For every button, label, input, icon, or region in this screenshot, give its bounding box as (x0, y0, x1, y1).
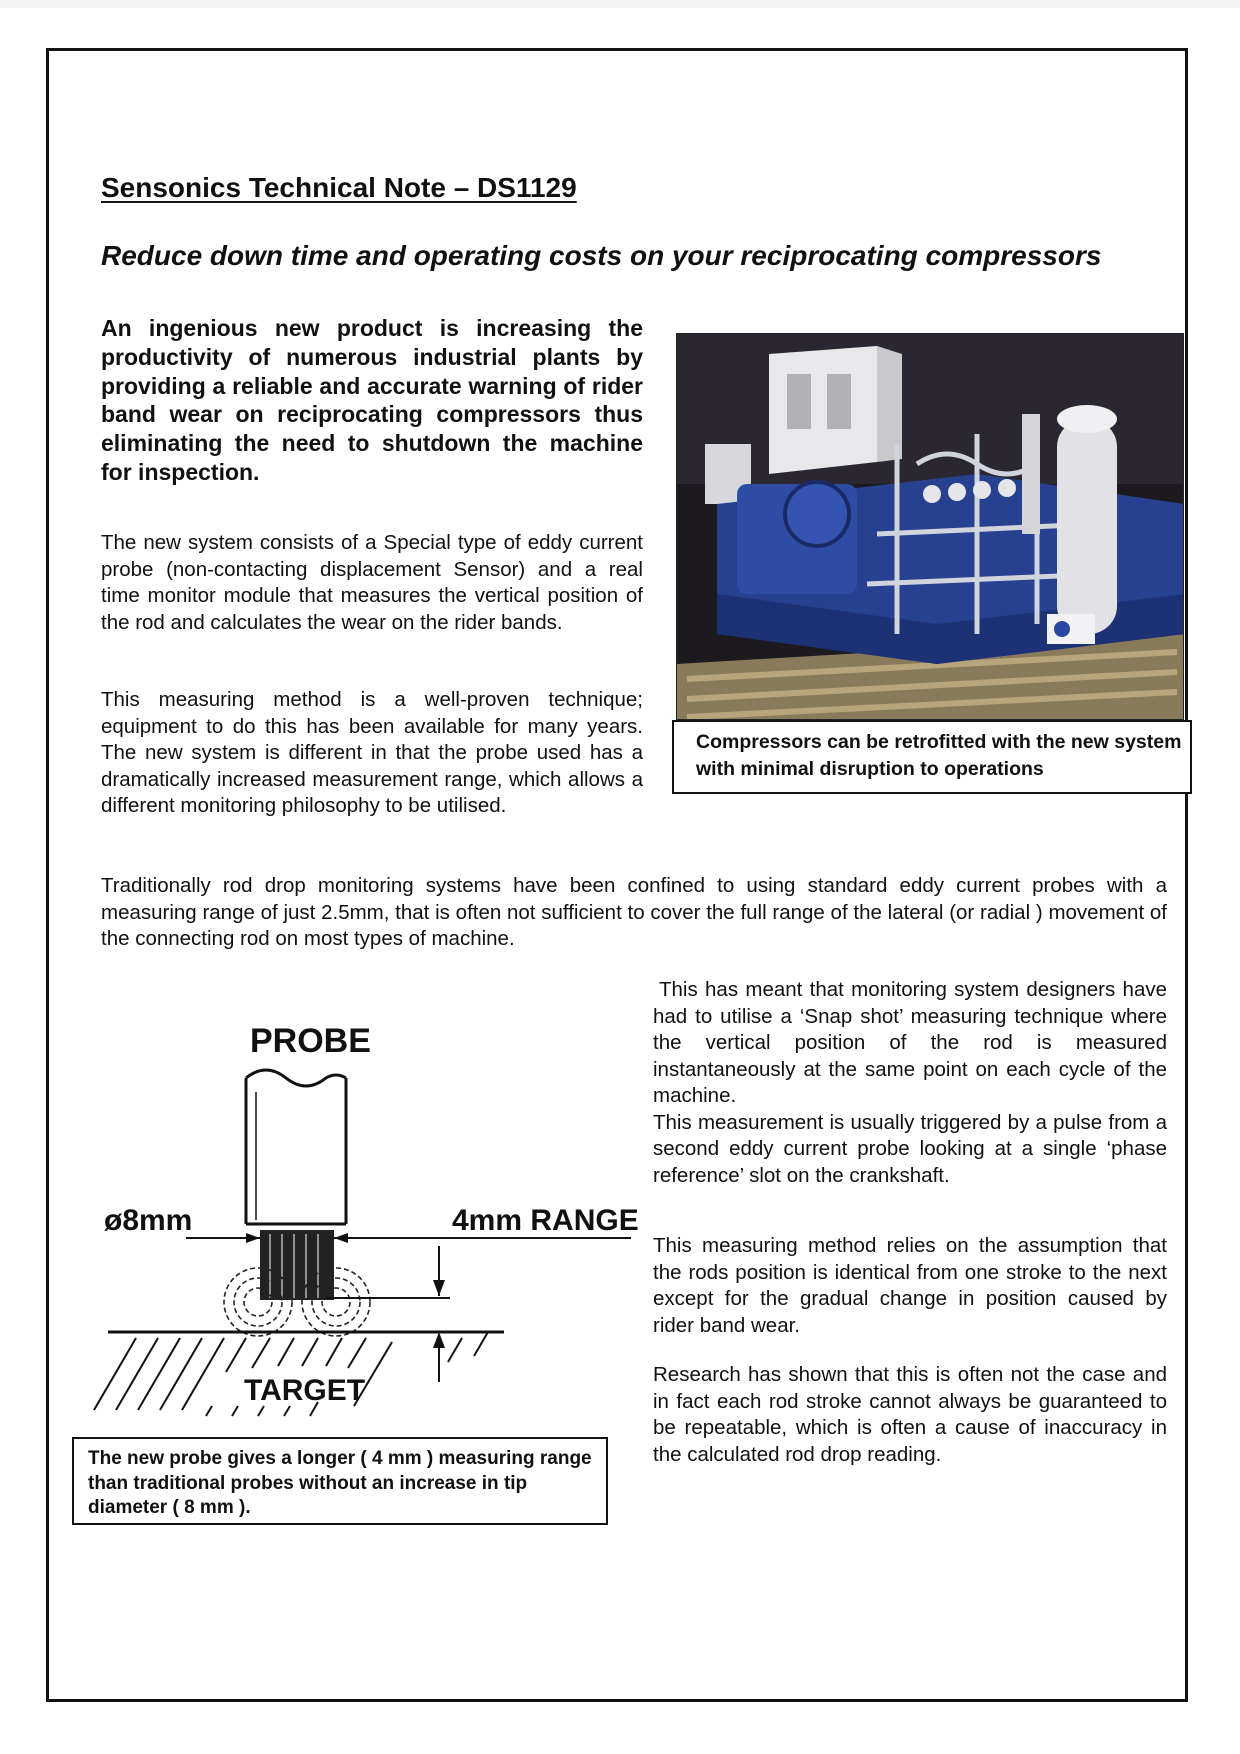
probe-label: PROBE (250, 1022, 371, 1060)
paragraph-snapshot-text: This has meant that monitoring system designers have had to utilise a ‘Snap shot’ measuring technique where the vertical position of the rod is measured instantaneously at the same point on each cycle of the machine. (653, 978, 1167, 1107)
range-label: 4mm RANGE (452, 1204, 639, 1237)
paragraph-method: This measuring method is a well-proven technique; equipment to do this has been available for many years. The new system is different in that the probe used has a dramatically increased measurement range, which allows a different monitoring philosophy to be utilised. (101, 688, 643, 817)
intro-paragraph: An ingenious new product is increasing the productivity of numerous industrial plants by providing a reliable and accurate warning of rider band wear on reciprocating compressors thus eliminating the need to shutdown the machine for inspection. (101, 315, 643, 485)
paragraph-system: The new system consists of a Special type of eddy current probe (non-contacting displacement Sensor) and a real time monitor module that measures the vertical position of the rod and calculates the wear on the rider bands. (101, 531, 643, 634)
target-label: TARGET (244, 1374, 366, 1407)
paragraph-trigger-text: This measurement is usually triggered by a pulse from a second eddy current probe looking at a single ‘phase reference’ slot on the crankshaft. (653, 1110, 1167, 1187)
document-subtitle: Reduce down time and operating costs on your reciprocating compressors (101, 240, 1102, 271)
compressor-photo (676, 333, 1184, 720)
probe-diagram (86, 1002, 646, 1438)
paragraph-assumption: This measuring method relies on the assumption that the rods position is identical from one stroke to the next except for the gradual change in position caused by rider band wear. (653, 1234, 1167, 1337)
viewer-top-bar (0, 0, 1240, 8)
paragraph-snapshot (653, 977, 1167, 1189)
paragraph-traditional: Traditionally rod drop monitoring systems have been confined to using standard eddy current probes with a measuring range of just 2.5mm, that is often not sufficient to cover the full range of the lateral (or radial ) movement of the connecting rod on most types of machine. (101, 874, 1167, 950)
compressor-photo-graphic (677, 334, 1184, 720)
probe-diagram-graphic (86, 1002, 646, 1438)
document-title: Sensonics Technical Note – DS1129 (101, 172, 577, 203)
diameter-label: ø8mm (104, 1204, 193, 1237)
diagram-caption: The new probe gives a longer ( 4 mm ) measuring range than traditional probes without an increase in tip diameter ( 8 mm ). (72, 1437, 608, 1525)
photo-caption: Compressors can be retrofitted with the new system with minimal disruption to operations (672, 720, 1192, 794)
paragraph-research: Research has shown that this is often not the case and in fact each rod stroke cannot always be guaranteed to be repeatable, which is often a cause of inaccuracy in the calculated rod drop reading. (653, 1363, 1167, 1466)
